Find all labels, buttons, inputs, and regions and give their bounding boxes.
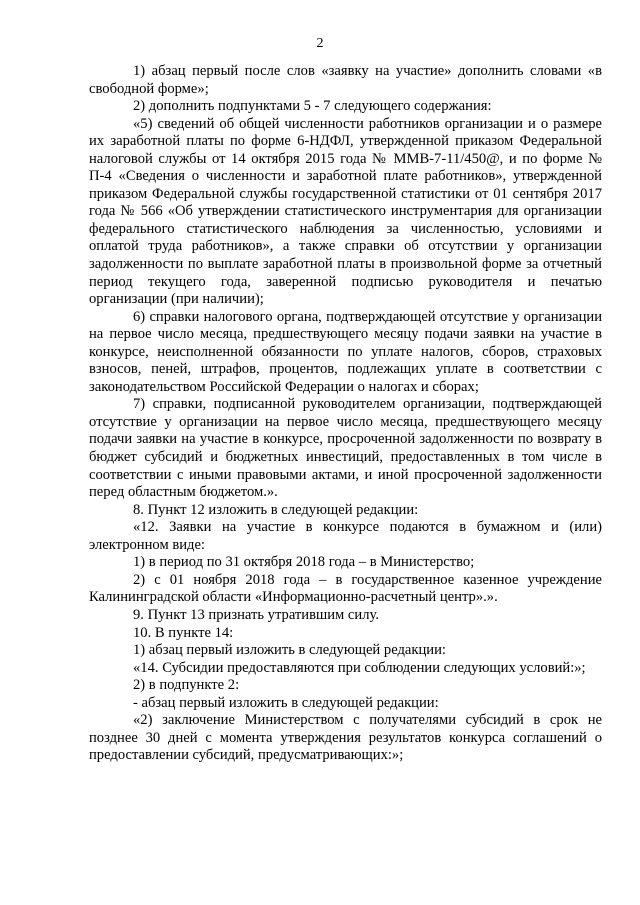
paragraph-item-12: «12. Заявки на участие в конкурсе подаются в бумажном и (или) электронном виде: bbox=[89, 519, 602, 553]
paragraph-item-10-2: 2) в подпункте 2: bbox=[133, 677, 240, 694]
document-body bbox=[89, 63, 602, 765]
paragraph-item-12-1: 1) в период по 31 октября 2018 года – в Министерство; bbox=[133, 554, 475, 571]
paragraph-item-14: «14. Субсидии предоставляются при соблюдении следующих условий:»; bbox=[133, 659, 586, 676]
paragraph-subitem-7: 7) справки, подписанной руководителем организации, подтверждающей отсутствие у организации на первое число месяца, предшествующего месяцу подачи заявки на участие в конкурсе, просроченной задолженности по возврату в бюджет субсидий и бюджетных инвестиций, предоставленных в том числе в соответствии с иными правовыми актами, и иной просроченной задолженности перед областным бюджетом.». bbox=[89, 396, 602, 501]
paragraph-item-9: 9. Пункт 13 признать утратившим силу. bbox=[133, 606, 379, 623]
paragraph-item-12-2: 2) с 01 ноября 2018 года – в государственное казенное учреждение Калининградской области «Информационно-расчетный центр».». bbox=[89, 571, 602, 606]
paragraph-subitem-5: «5) сведений об общей численности работников организации и о размере их заработной платы по форме 6-НДФЛ, утвержденной приказом Федеральной налоговой службы от 14 октября 2015 года № ММВ-7-11/450@, и по форме № П-4 «Сведения о численности и заработной плате работников», утвержденной приказом Федеральной службы государственной статистики от 01 сентября 2017 года № 566 «Об утверждении статистического инструментария для организации федерального статистического наблюдения за численностью, условиями и оплатой труда работников», а также справки об отсутствии у организации задолженности по выплате заработной платы в произвольной форме за отчетный период текущего года, заверенной подписью руководителя и печатью организации (при наличии); bbox=[89, 115, 602, 308]
paragraph-subitem-6: 6) справки налогового органа, подтверждающей отсутствие у организации на первое число месяца, предшествующего месяцу подачи заявки на участие в конкурсе, неисполненной обязанности по уплате налогов, сборов, страховых взносов, пеней, штрафов, процентов, подлежащих уплате в соответствии с законодательством Российской Федерации о налогах и сборах; bbox=[89, 308, 602, 395]
paragraph-item-10-2-a: - абзац первый изложить в следующей редакции: bbox=[133, 694, 439, 711]
paragraph-amend-1: 1) абзац первый после слов «заявку на участие» дополнить словами «в свободной форме»; bbox=[89, 63, 602, 97]
paragraph-item-14-2: «2) заключение Министерством с получателями субсидий в срок не позднее 30 дней с момента утверждения результатов конкурса соглашений о предоставлении субсидий, предусматривающих:»; bbox=[89, 712, 602, 764]
page-number: 2 bbox=[316, 36, 324, 51]
paragraph-item-10-1: 1) абзац первый изложить в следующей редакции: bbox=[133, 642, 446, 659]
paragraph-item-8: 8. Пункт 12 изложить в следующей редакции: bbox=[133, 501, 419, 518]
paragraph-item-10: 10. В пункте 14: bbox=[133, 624, 234, 641]
paragraph-amend-2: 2) дополнить подпунктами 5 - 7 следующего содержания: bbox=[133, 98, 492, 115]
